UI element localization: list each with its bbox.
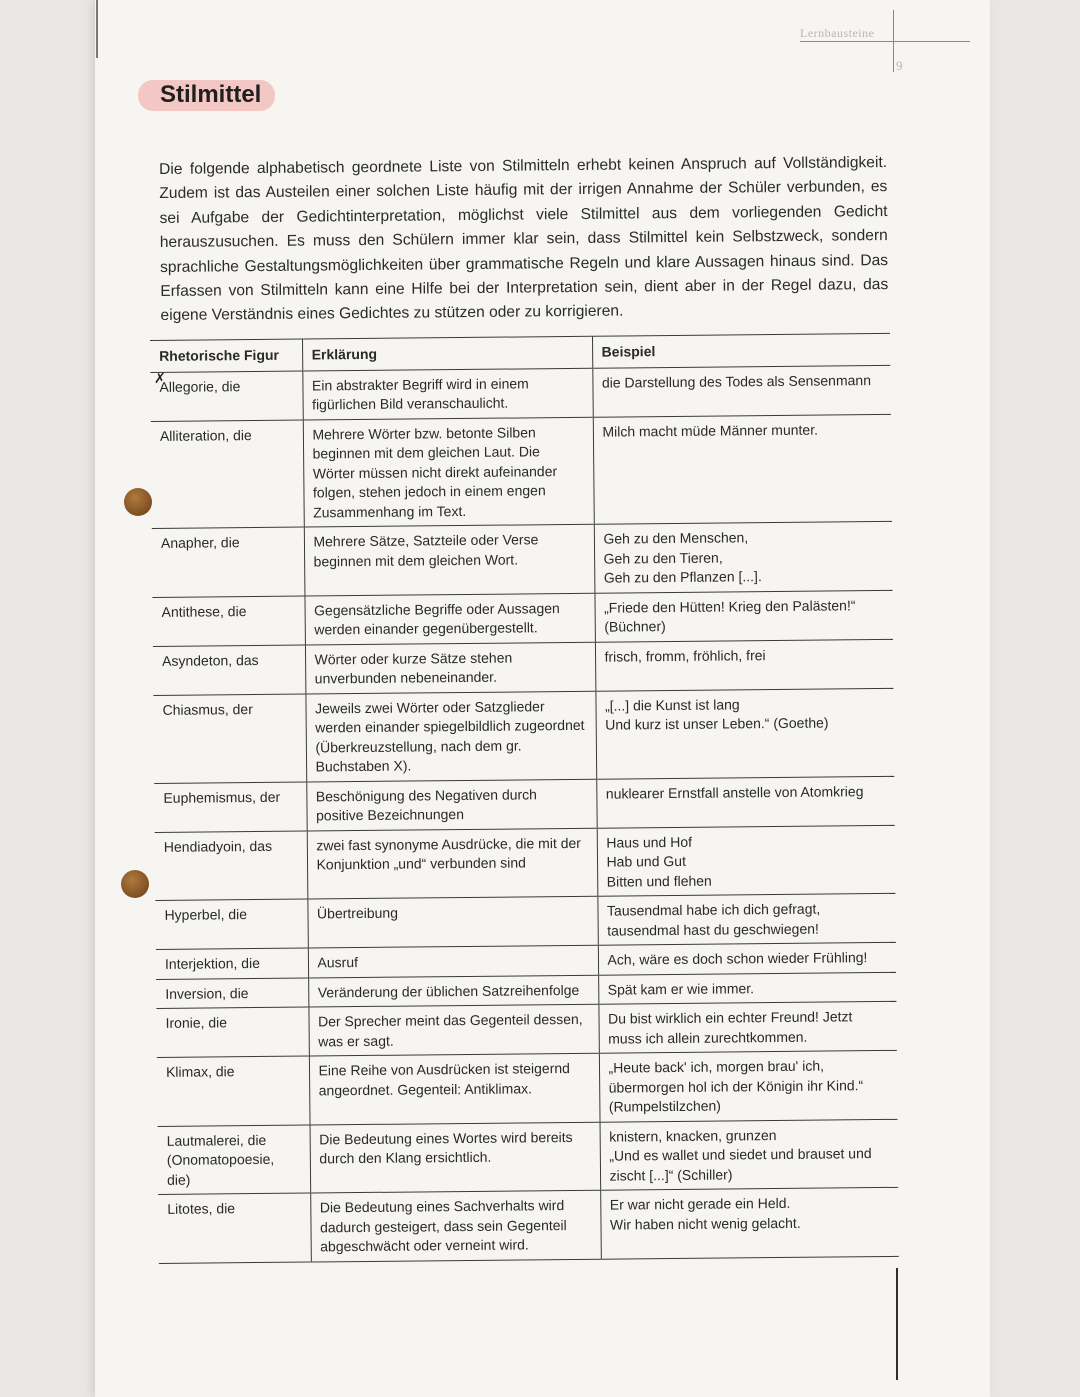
explanation-cell: Wörter oder kurze Sätze stehen unverbunden nebeneinander. — [305, 642, 595, 694]
punch-hole-bottom — [121, 870, 149, 898]
figure-cell: Allegorie, die — [150, 371, 302, 421]
table-row — [151, 414, 892, 529]
header-figure: Rhetorische Figur — [150, 339, 302, 372]
figure-cell: Litotes, die — [158, 1193, 311, 1263]
figure-cell: Hendiadyoin, das — [155, 831, 308, 901]
explanation-cell: Ausruf — [308, 945, 598, 977]
explanation-cell: Die Bedeutung eines Sachverhalts wird dadurch gesteigert, dass sein Gegenteil abgeschwächt oder verneint wird. — [310, 1190, 601, 1261]
example-cell: Tausendmal habe ich dich gefragt, tausendmal hast du geschwiegen! — [606, 900, 821, 939]
example-cell: Milch macht müde Männer munter. — [602, 421, 818, 440]
explanation-cell: Beschönigung des Negativen durch positive Bezeichnungen — [306, 779, 596, 831]
table-row — [152, 521, 893, 597]
explanation-cell: Mehrere Sätze, Satzteile oder Verse beginnen mit dem gleichen Wort. — [304, 524, 595, 595]
explanation-cell: Übertreibung — [307, 896, 597, 948]
table-row — [153, 639, 893, 695]
explanation-cell: Veränderung der üblichen Satzreihenfolge — [308, 975, 598, 1007]
explanation-cell: Die Bedeutung eines Wortes wird bereits durch den Klang ersichtlich. — [310, 1122, 601, 1193]
explanation-cell: Der Sprecher meint das Gegenteil dessen, was er sagt. — [308, 1004, 598, 1056]
example-cell: „[...] die Kunst ist lang Und kurz ist unser Leben.“ (Goethe) — [604, 695, 829, 733]
example-cell: Ach, wäre es doch schon wieder Frühling! — [607, 949, 868, 968]
example-cell: Du bist wirklich ein echter Freund! Jetzt muss ich allein zurechtkommen. — [607, 1008, 853, 1047]
handwritten-x-mark: ✗ — [154, 370, 166, 386]
table-row — [157, 1050, 898, 1126]
explanation-cell: Mehrere Wörter bzw. betonte Silben beginnen mit dem gleichen Laut. Die Wörter müssen nicht direkt aufeinander folgen, stehen jedoch in einem engen Zusammenhang im Text. — [303, 417, 594, 527]
table-row — [158, 1119, 899, 1195]
table-row — [150, 365, 890, 421]
stamp-line-vertical — [893, 10, 894, 72]
example-cell: Spät kam er wie immer. — [607, 979, 755, 998]
table-row — [155, 825, 896, 901]
page-title: Stilmittel — [138, 80, 275, 111]
punch-hole-top — [124, 488, 152, 516]
example-cell: Geh zu den Menschen, Geh zu den Tieren, Geh zu den Pflanzen [...]. — [603, 529, 762, 586]
table-row — [152, 590, 892, 646]
figure-cell: Antithese, die — [152, 596, 304, 646]
header-explanation: Erklärung — [302, 336, 592, 370]
table-row — [158, 1187, 899, 1263]
explanation-cell: zwei fast synonyme Ausdrücke, die mit der Konjunktion „und“ verbunden sind — [307, 828, 598, 899]
figure-cell: Lautmalerei, die (Onomatopoesie, die) — [158, 1125, 311, 1195]
figure-cell: Hyperbel, die — [155, 899, 307, 949]
header-example: Beispiel — [601, 343, 656, 360]
example-cell: „Heute back' ich, morgen brau' ich, übermorgen hol ich der Königin ihr Kind.“ (Rumpelstilzchen) — [608, 1057, 864, 1115]
figure-cell: Ironie, die — [156, 1007, 308, 1057]
figure-cell: Alliteration, die — [151, 420, 304, 529]
page-number: 9 — [896, 58, 903, 73]
explanation-cell: Eine Reihe von Ausdrücken ist steigernd angeordnet. Gegenteil: Antiklimax. — [309, 1053, 600, 1124]
page-edge-mark — [96, 0, 98, 58]
example-cell: knistern, knacken, grunzen „Und es wallet und siedet und brauset und zischt [...]“ (Schiller) — [609, 1126, 872, 1184]
stamp-line-horizontal — [800, 41, 970, 42]
figure-cell: Anapher, die — [152, 527, 305, 597]
example-cell: Haus und Hof Hab und Gut Bitten und flehen — [606, 833, 712, 890]
explanation-cell: Gegensätzliche Begriffe oder Aussagen werden einander gegenübergestellt. — [304, 593, 594, 645]
example-cell: „Friede den Hütten! Krieg den Palästen!“ (Büchner) — [604, 596, 856, 635]
figure-cell: Euphemismus, der — [154, 782, 306, 832]
example-cell: nuklearer Ernstfall anstelle von Atomkrieg — [605, 782, 864, 802]
figure-cell: Interjektion, die — [156, 948, 308, 979]
example-cell: Er war nicht gerade ein Held. Wir haben nicht wenig gelacht. — [609, 1194, 801, 1233]
figure-cell: Klimax, die — [157, 1056, 310, 1126]
explanation-cell: Jeweils zwei Wörter oder Satzglieder werden einander spiegelbildlich zugeordnet (Überkreuzstellung, nach dem gr. Buchstaben X). — [305, 691, 596, 782]
figure-cell: Asyndeton, das — [153, 645, 305, 695]
stylistic-devices-table — [150, 333, 899, 1264]
example-cell: die Darstellung des Todes als Sensenmann — [601, 371, 872, 391]
example-cell: frisch, fromm, fröhlich, frei — [604, 646, 766, 665]
intro-paragraph: Die folgende alphabetisch geordnete Liste von Stilmitteln erhebt keinen Anspruch auf Vollständigkeit. Zudem ist das Austeilen einer solchen Liste häufig mit der irrigen Annahme der Schüler verbunden, es sei Aufgabe der Gedichtinterpretation, möglichst viele Stilmittel aus dem vorliegenden Gedicht herauszusuchen. Es muss den Schülern immer klar sein, dass Stilmittel kein Selbstzweck, sondern sprachliche Gestaltungsmöglichkeiten über grammatische Regeln und klare Aussagen hinaus sind. Das Erfassen von Stilmitteln kann eine Hilfe bei der Interpretation sein, dient aber in der Regel dazu, das eigene Verständnis eines Gedichtes zu stützen oder zu korrigieren. — [159, 154, 889, 325]
figure-cell: Chiasmus, der — [153, 694, 306, 783]
explanation-cell: Ein abstrakter Begriff wird in einem figürlichen Bild veranschaulicht. — [302, 368, 592, 420]
table-row — [156, 1001, 896, 1057]
table-row — [153, 688, 894, 783]
table-row — [154, 776, 894, 832]
header-stamp: Lernbausteine — [800, 26, 875, 40]
table-row — [155, 893, 895, 949]
pen-mark — [896, 1268, 898, 1380]
figure-cell: Inversion, die — [156, 978, 308, 1009]
